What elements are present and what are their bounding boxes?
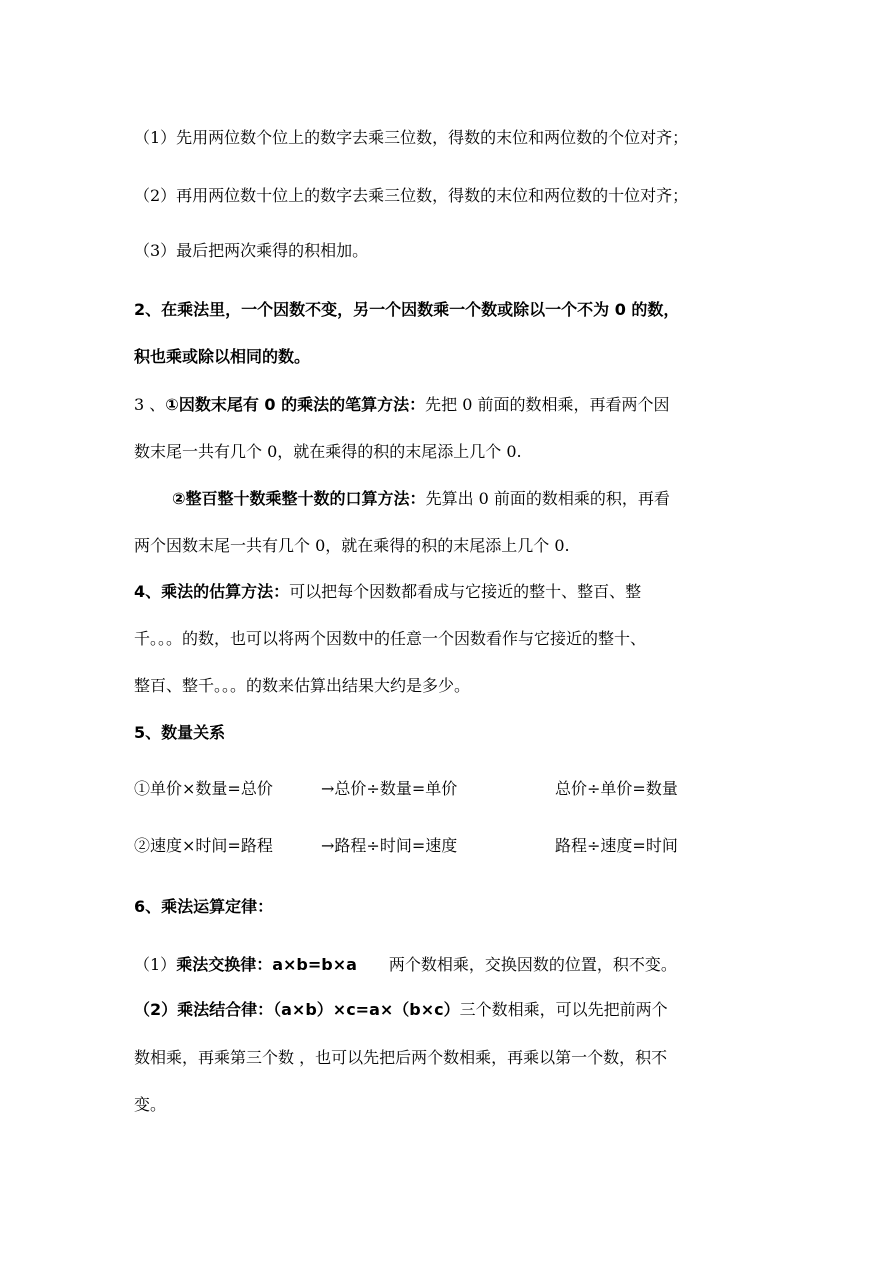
relation-cell: ②速度×时间=路程 bbox=[134, 836, 273, 855]
text-line: （3）最后把两次乘得的积相加。 bbox=[134, 241, 369, 260]
section-3-number: 3 、 bbox=[134, 395, 166, 414]
text-line: 变。 bbox=[134, 1095, 167, 1114]
text-line: （1）先用两位数个位上的数字去乘三位数，得数的末位和两位数的个位对齐； bbox=[134, 128, 689, 147]
section-3-line bbox=[172, 488, 670, 510]
section-3-body: 先把 0 前面的数相乘，再看两个因 bbox=[425, 395, 670, 414]
section-4-body: 可以把每个因数都看成与它接近的整十、整百、整 bbox=[289, 582, 642, 601]
relation-cell: 总价÷单价=数量 bbox=[555, 779, 678, 798]
section-3-heading: ①因数末尾有 0 的乘法的笔算方法： bbox=[165, 395, 426, 414]
law-name: （2）乘法结合律：（a×b）×c=a×（b×c） bbox=[134, 1000, 460, 1019]
section-3-line bbox=[134, 394, 669, 416]
section-3-body: 先算出 0 前面的数相乘的积，再看 bbox=[425, 489, 670, 508]
law-number: （1） bbox=[134, 955, 177, 974]
section-5-heading: 5、数量关系 bbox=[134, 723, 226, 742]
law-line bbox=[134, 999, 668, 1021]
relation-cell: ①单价×数量=总价 bbox=[134, 779, 273, 798]
text-line: 千。。。的数，也可以将两个因数中的任意一个因数看作与它接近的整十、 bbox=[134, 629, 647, 648]
relation-cell: 路程÷速度=时间 bbox=[555, 836, 678, 855]
text-line: 数相乘，再乘第三个数 ，也可以先把后两个数相乘，再乘以第一个数，积不 bbox=[134, 1048, 668, 1067]
text-line: 两个因数末尾一共有几个 0，就在乘得的积的末尾添上几个 0. bbox=[134, 536, 570, 555]
section-2-text: 积也乘或除以相同的数。 bbox=[134, 347, 311, 366]
law-description: 两个数相乘，交换因数的位置，积不变。 bbox=[388, 955, 677, 974]
section-3-subheading: ②整百整十数乘整十数的口算方法： bbox=[172, 489, 426, 508]
law-description: 三个数相乘，可以先把前两个 bbox=[459, 1000, 668, 1019]
law-line bbox=[134, 954, 677, 976]
section-2-text: 2、在乘法里，一个因数不变，另一个因数乘一个数或除以一个不为 0 的数， bbox=[134, 300, 680, 319]
relation-cell: →总价÷数量=单价 bbox=[321, 779, 458, 798]
section-4-heading: 4、乘法的估算方法： bbox=[134, 582, 290, 601]
section-4-line bbox=[134, 581, 641, 603]
text-line: 整百、整千。。。的数来估算出结果大约是多少。 bbox=[134, 676, 471, 695]
section-6-heading: 6、乘法运算定律： bbox=[134, 897, 274, 916]
text-line: （2）再用两位数十位上的数字去乘三位数，得数的末位和两位数的十位对齐； bbox=[134, 186, 689, 205]
law-name: 乘法交换律：a×b=b×a bbox=[176, 955, 357, 974]
text-line: 数末尾一共有几个 0，就在乘得的积的末尾添上几个 0. bbox=[134, 442, 522, 461]
relation-cell: →路程÷时间=速度 bbox=[321, 836, 458, 855]
